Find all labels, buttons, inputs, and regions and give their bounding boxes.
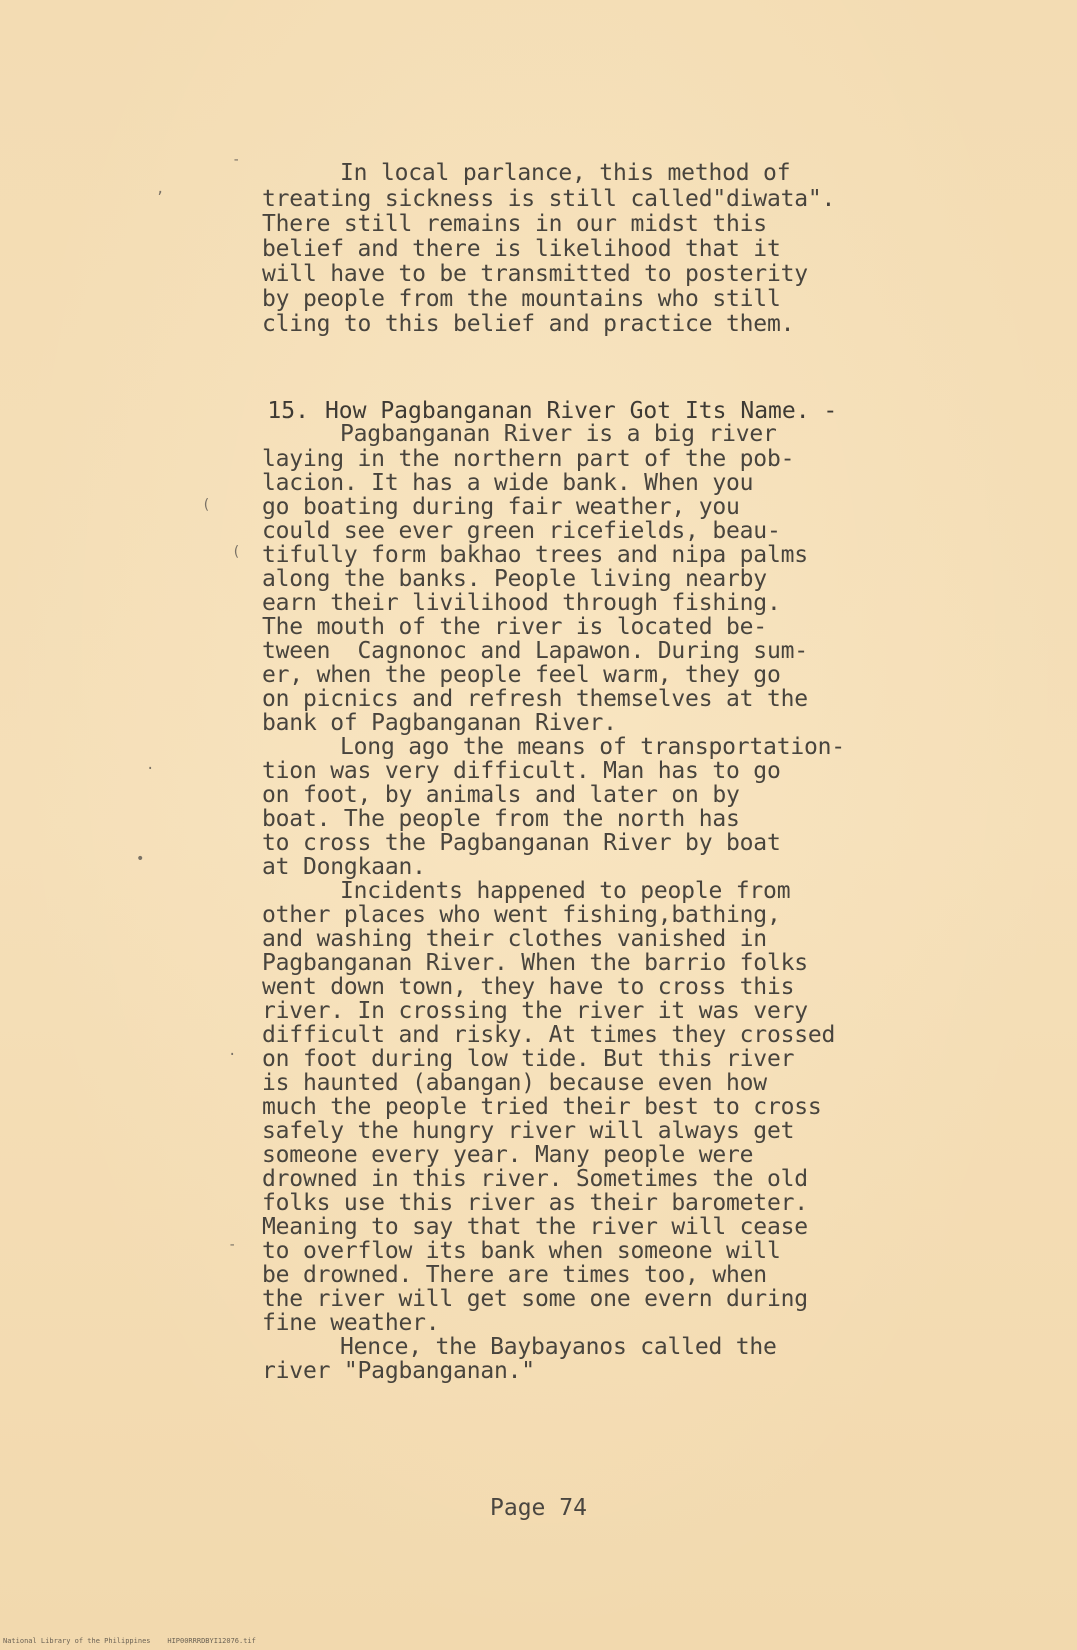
body-line: fine weather. (262, 1310, 440, 1336)
body-line: at Dongkaan. (262, 854, 426, 880)
page-number: Page 74 (490, 1495, 587, 1521)
body-line: Pagbanganan River is a big river (340, 421, 777, 447)
intro-line-5: will have to be transmitted to posterity (262, 261, 808, 287)
body-line: river "Pagbanganan." (262, 1358, 535, 1384)
body-line: on picnics and refresh themselves at the (262, 686, 808, 712)
body-line: be drowned. There are times too, when (262, 1262, 767, 1288)
body-line: lacion. It has a wide bank. When you (262, 470, 754, 496)
section-number: 15. (267, 398, 309, 424)
body-line: bank of Pagbanganan River. (262, 710, 617, 736)
intro-line-3: There still remains in our midst this (262, 211, 767, 237)
speck-mark: • (136, 851, 145, 867)
body-line: boat. The people from the north has (262, 806, 740, 832)
body-line: go boating during fair weather, you (262, 494, 740, 520)
speck-mark: , (156, 181, 165, 197)
body-line: Meaning to say that the river will cease (262, 1214, 808, 1240)
body-line: to cross the Pagbanganan River by boat (262, 830, 781, 856)
body-line: other places who went fishing,bathing, (262, 902, 781, 928)
body-line: drowned in this river. Sometimes the old (262, 1166, 808, 1192)
body-line: to overflow its bank when someone will (262, 1238, 781, 1264)
body-line: safely the hungry river will always get (262, 1118, 795, 1144)
body-line: laying in the northern part of the pob- (262, 446, 795, 472)
body-line: The mouth of the river is located be- (262, 614, 767, 640)
body-line: the river will get some one evern during (262, 1286, 808, 1312)
speck-mark: - (228, 1237, 237, 1253)
body-line: Long ago the means of transportation- (340, 734, 845, 760)
scan-caption: National Library of the Philippines HIP00RRRDBYI12076.tif (3, 1637, 256, 1645)
body-line: is haunted (abangan) because even how (262, 1070, 767, 1096)
body-line: earn their livilihood through fishing. (262, 590, 781, 616)
body-line: tween Cagnonoc and Lapawon. During sum- (262, 638, 808, 664)
speck-mark: . (146, 757, 155, 773)
body-line: difficult and risky. At times they crossed (262, 1022, 836, 1048)
section-title: How Pagbanganan River Got Its Name. - (324, 398, 838, 424)
body-line: tion was very difficult. Man has to go (262, 758, 781, 784)
body-line: Pagbanganan River. When the barrio folks (262, 950, 808, 976)
speck-mark: . (228, 1043, 237, 1059)
body-line: on foot, by animals and later on by (262, 782, 740, 808)
body-line: Hence, the Baybayanos called the (340, 1334, 777, 1360)
body-line: river. In crossing the river it was very (262, 998, 808, 1024)
intro-line-7: cling to this belief and practice them. (262, 311, 795, 337)
body-line: tifully form bakhao trees and nipa palms (262, 542, 808, 568)
body-line: on foot during low tide. But this river (262, 1046, 795, 1072)
body-line: went down town, they have to cross this (262, 974, 795, 1000)
body-line: Incidents happened to people from (340, 878, 791, 904)
speck-mark: - (232, 152, 241, 168)
intro-line-4: belief and there is likelihood that it (262, 236, 781, 262)
body-line: someone every year. Many people were (262, 1142, 754, 1168)
body-line: and washing their clothes vanished in (262, 926, 767, 952)
intro-line-1: In local parlance, this method of (340, 160, 791, 186)
intro-line-2: treating sickness is still called"diwata". (262, 186, 836, 212)
body-line: along the banks. People living nearby (262, 566, 767, 592)
body-line: much the people tried their best to cross (262, 1094, 822, 1120)
body-line: er, when the people feel warm, they go (262, 662, 781, 688)
speck-mark: ( (232, 544, 241, 560)
body-line: could see ever green ricefields, beau- (262, 518, 781, 544)
speck-mark: ( (202, 497, 211, 513)
body-line: folks use this river as their barometer. (262, 1190, 808, 1216)
intro-line-6: by people from the mountains who still (262, 286, 781, 312)
